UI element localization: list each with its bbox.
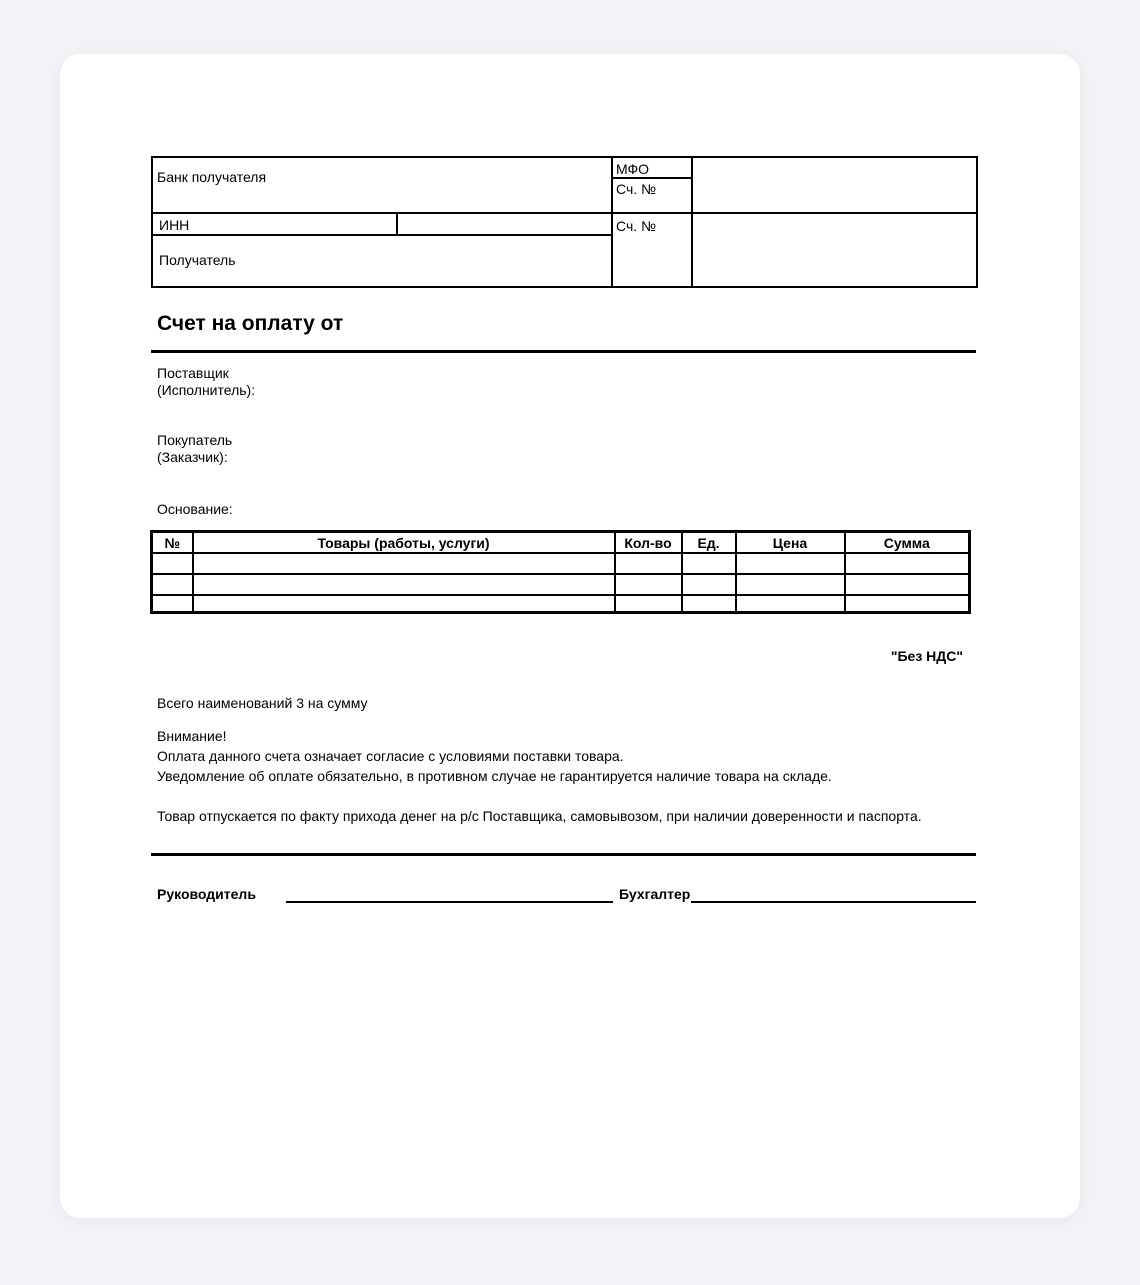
cell-price bbox=[736, 553, 845, 574]
accountant-label: Бухгалтер bbox=[619, 886, 691, 902]
buyer-label-line1: Покупатель bbox=[157, 432, 233, 448]
recipient-label: Получатель bbox=[159, 252, 236, 268]
cell-number bbox=[152, 553, 193, 574]
cell-goods bbox=[193, 595, 615, 613]
table-row bbox=[152, 595, 970, 613]
bank-value-cell bbox=[692, 157, 977, 213]
col-sum-header: Сумма bbox=[845, 532, 970, 554]
cell-sum bbox=[845, 574, 970, 595]
supplier-label-line2: (Исполнитель): bbox=[157, 382, 256, 398]
col-goods-header: Товары (работы, услуги) bbox=[193, 532, 615, 554]
account-cell bbox=[612, 213, 692, 287]
mfo-account-cell bbox=[612, 157, 692, 213]
cell-price bbox=[736, 574, 845, 595]
director-label: Руководитель bbox=[157, 886, 256, 902]
cell-unit bbox=[682, 553, 736, 574]
recipient-cell bbox=[152, 235, 612, 287]
cell-qty bbox=[615, 553, 682, 574]
col-number-header: № bbox=[152, 532, 193, 554]
account-label: Сч. № bbox=[616, 181, 657, 197]
cell-number bbox=[152, 595, 193, 613]
title-underline bbox=[151, 350, 976, 353]
notice-heading: Внимание! bbox=[157, 728, 227, 744]
cell-goods bbox=[193, 553, 615, 574]
supplier-label-line1: Поставщик bbox=[157, 365, 229, 381]
cell-qty bbox=[615, 574, 682, 595]
notice-line-3: Товар отпускается по факту прихода денег на р/с Поставщика, самовывозом, при наличии доверенности и паспорта. bbox=[157, 808, 922, 824]
basis-label: Основание: bbox=[157, 501, 233, 517]
cell-sum bbox=[845, 595, 970, 613]
vat-note: "Без НДС" bbox=[890, 648, 963, 664]
items-table bbox=[150, 530, 971, 614]
bank-details-table bbox=[151, 156, 978, 288]
notice-line-2: Уведомление об оплате обязательно, в противном случае не гарантируется наличие товара на складе. bbox=[157, 768, 832, 784]
account-value-cell bbox=[692, 213, 977, 287]
table-row bbox=[152, 574, 970, 595]
accountant-signature-line bbox=[691, 901, 976, 903]
bank-label: Банк получателя bbox=[157, 169, 267, 185]
inn-cell bbox=[152, 213, 397, 235]
cell-divider bbox=[613, 177, 691, 179]
col-qty-header: Кол-во bbox=[615, 532, 682, 554]
bank-cell bbox=[152, 157, 612, 213]
account-label-2: Сч. № bbox=[616, 218, 657, 234]
col-unit-header: Ед. bbox=[682, 532, 736, 554]
cell-sum bbox=[845, 553, 970, 574]
cell-goods bbox=[193, 574, 615, 595]
notice-line-1: Оплата данного счета означает согласие с условиями поставки товара. bbox=[157, 748, 624, 764]
cell-qty bbox=[615, 595, 682, 613]
buyer-label-line2: (Заказчик): bbox=[157, 449, 228, 465]
cell-price bbox=[736, 595, 845, 613]
invoice-title: Счет на оплату от bbox=[157, 312, 344, 335]
items-header-row bbox=[152, 532, 970, 554]
inn-value-cell bbox=[397, 213, 612, 235]
signature-divider bbox=[151, 853, 976, 856]
col-price-header: Цена bbox=[736, 532, 845, 554]
total-line: Всего наименований 3 на сумму bbox=[157, 695, 368, 711]
mfo-label: МФО bbox=[616, 161, 650, 177]
table-row bbox=[152, 553, 970, 574]
inn-label: ИНН bbox=[159, 217, 190, 233]
cell-unit bbox=[682, 574, 736, 595]
cell-unit bbox=[682, 595, 736, 613]
cell-number bbox=[152, 574, 193, 595]
director-signature-line bbox=[286, 901, 613, 903]
